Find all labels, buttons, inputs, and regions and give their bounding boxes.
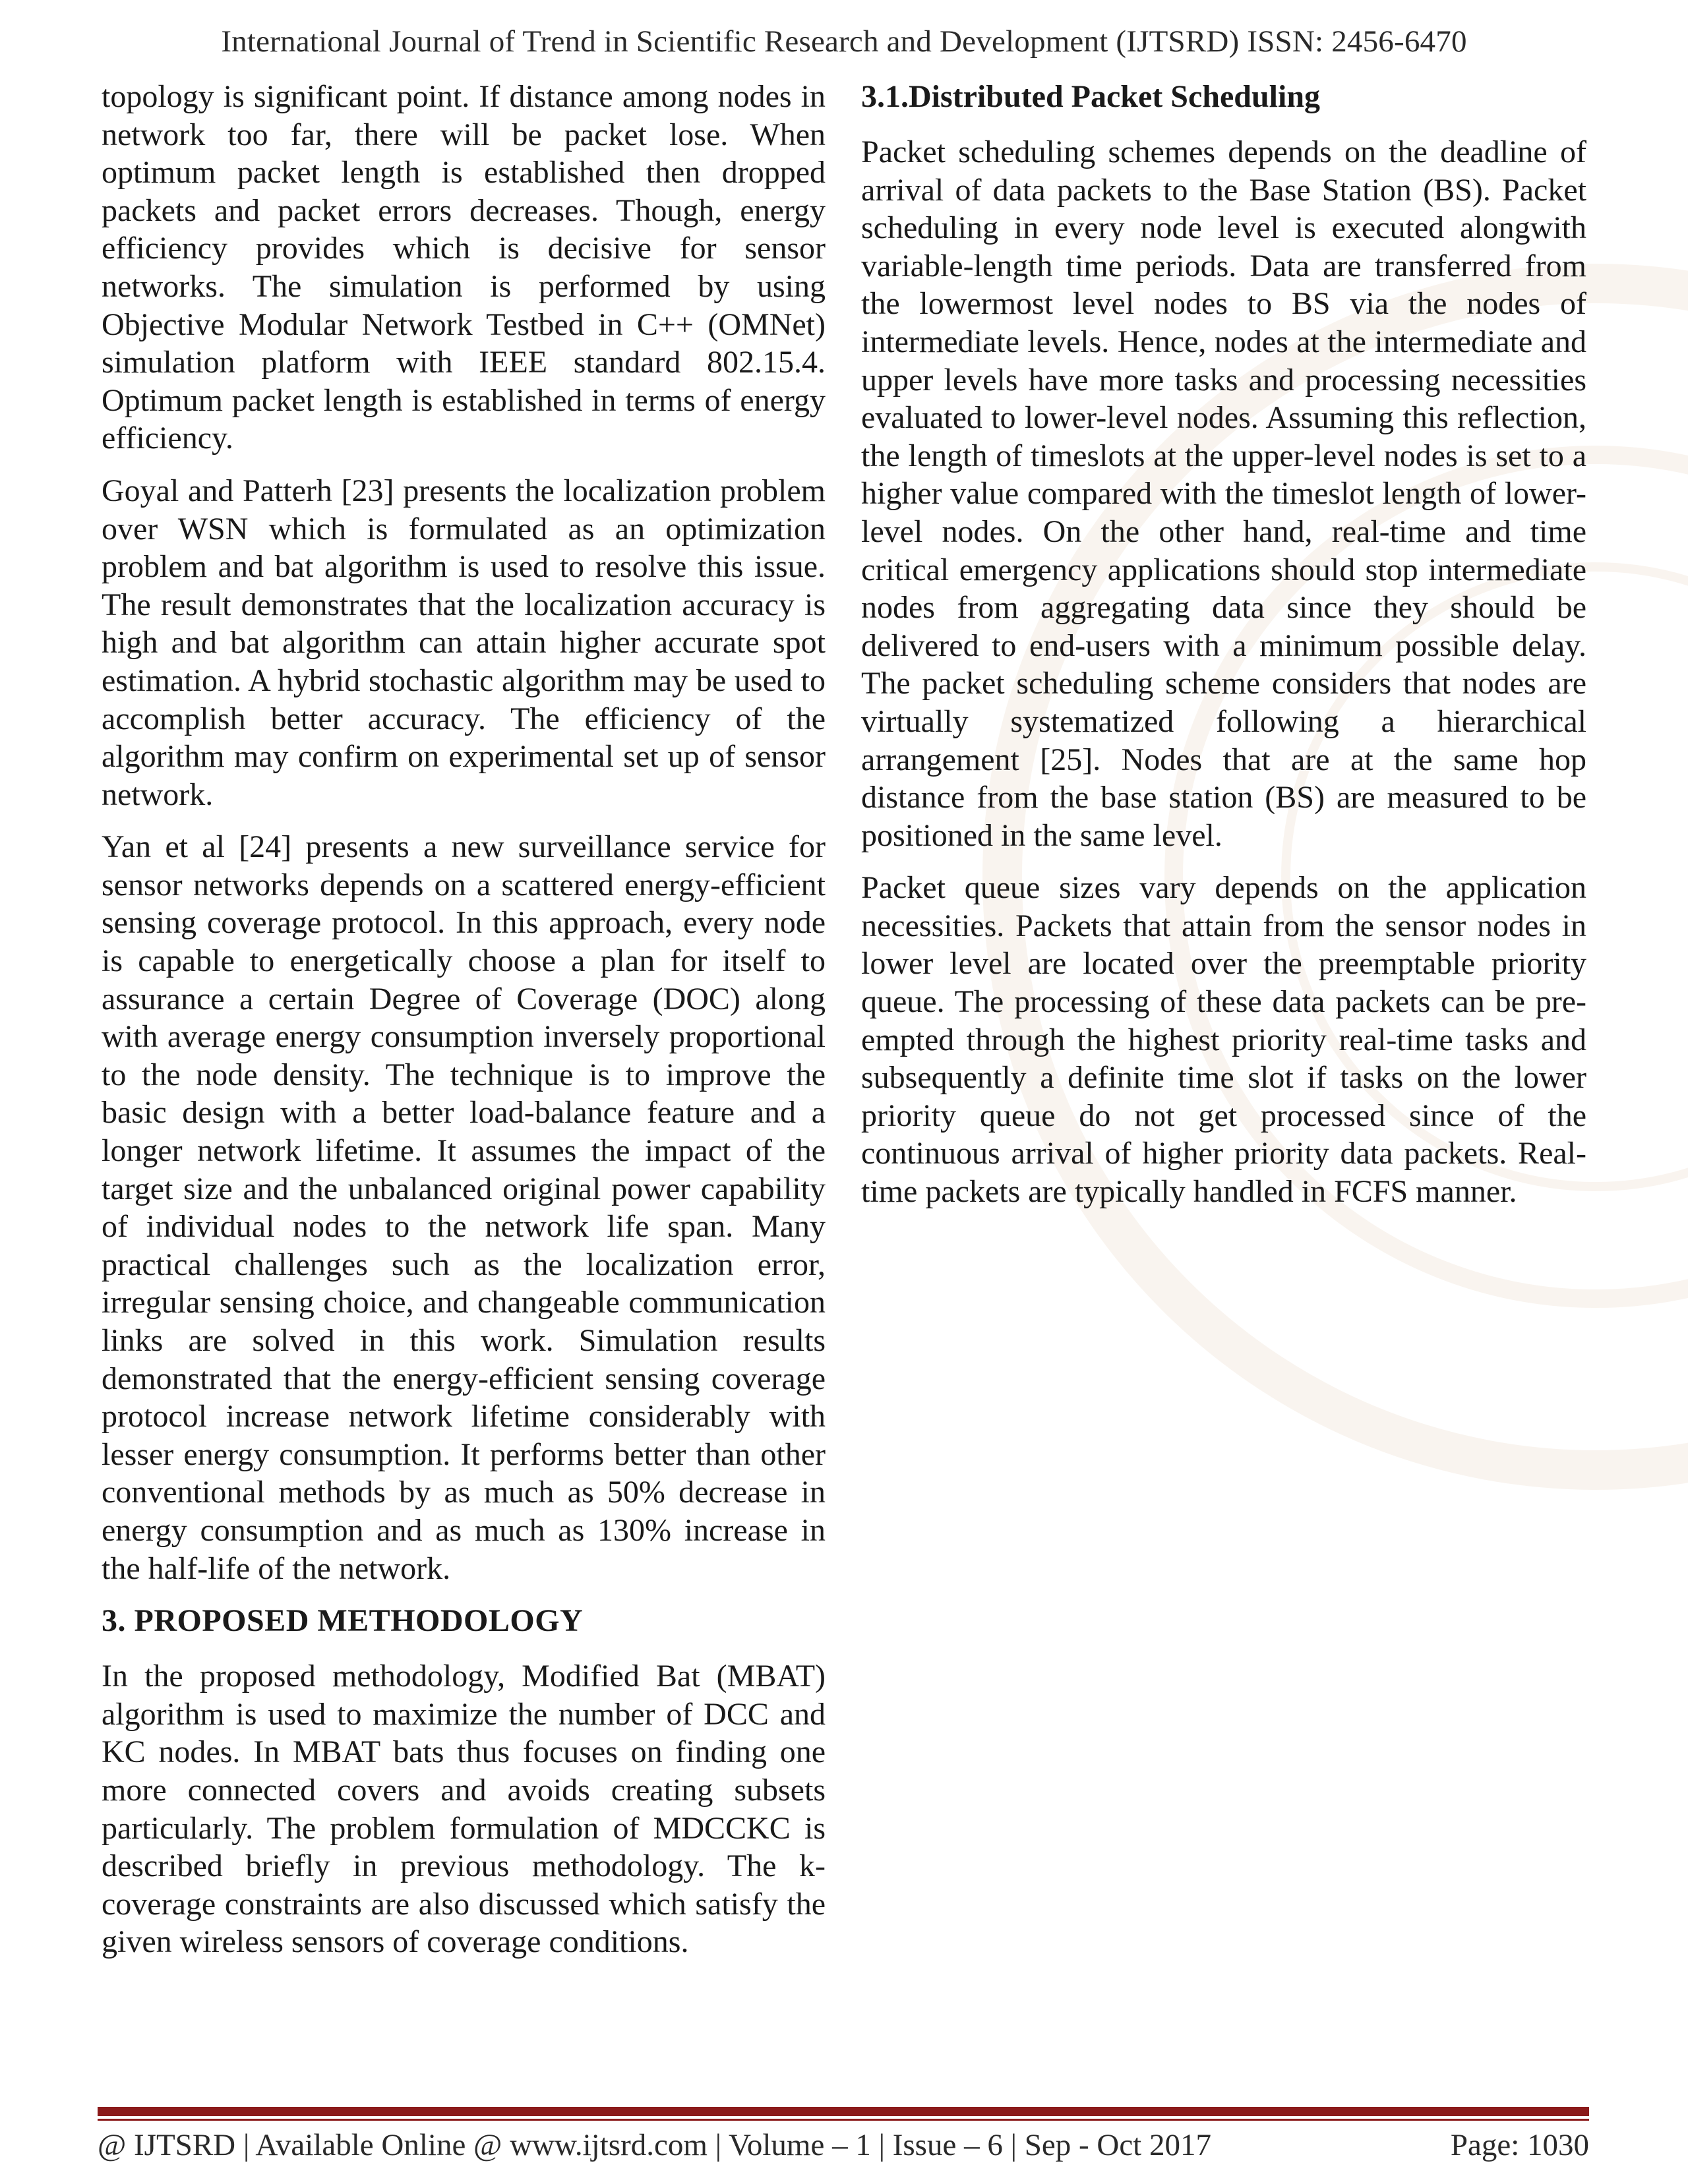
footer-rule-thick	[98, 2107, 1589, 2116]
footer-rule-thin	[98, 2119, 1589, 2121]
right-paragraph-scheduling: Packet scheduling schemes depends on the deadline of arrival of data packets to the Base Station (BS). Packet scheduling in every node level is executed alongwith variable-length time periods. Data are transferred from the lowermost level nodes to BS via the nodes of intermediate levels. Hence, nodes at the intermediate and upper levels have more tasks and processing necessities evaluated to lower-level nodes. Assuming this reflection, the length of timeslots at the upper-level nodes is set to a higher value compared with the timeslot length of lower-level nodes. On the other hand, real-time and time critical emergency applications should stop intermediate nodes from aggregating data since they should be delivered to end-users with a minimum possible delay. The packet scheduling scheme considers that nodes are virtually systematized following a hierarchical arrangement [25]. Nodes that are at the same hop distance from the base station (BS) are measured to be positioned in the same level.	[861, 134, 1586, 853]
page-number: Page: 1030	[1450, 2128, 1589, 2162]
right-column	[861, 78, 1586, 1225]
left-paragraph-yan: Yan et al [24] presents a new surveillance service for sensor networks depends on a scattered energy-efficient sensing coverage protocol. In this approach, every node is capable to energetically choose a plan for itself to assurance a certain Degree of Coverage (DOC) along with average energy consumption inversely proportional to the node density. The technique is to improve the basic design with a better load-balance feature and a longer network lifetime. It assumes the impact of the target size and the unbalanced original power capability of individual nodes to the network life span. Many practical challenges such as the localization error, irregular sensing choice, and changeable communication links are solved in this work. Simulation results demonstrated that the energy-efficient sensing coverage protocol increase network lifetime considerably with lesser energy consumption. It performs better than other conventional methods by as much as 50% decrease in energy consumption and as much as 130% increase in the half-life of the network.	[102, 829, 826, 1586]
left-paragraph-goyal: Goyal and Patterh [23] presents the localization problem over WSN which is formulated as an optimization problem and bat algorithm is used to resolve this issue. The result demonstrates that the localization accuracy is high and bat algorithm can attain higher accurate spot estimation. A hybrid stochastic algorithm may be used to accomplish better accuracy. The efficiency of the algorithm may confirm on experimental set up of sensor network.	[102, 473, 826, 812]
left-column	[102, 78, 826, 1976]
section-heading-proposed-methodology: 3. PROPOSED METHODOLOGY	[102, 1603, 584, 1639]
footer-citation: @ IJTSRD | Available Online @ www.ijtsrd.com | Volume – 1 | Issue – 6 | Sep - Oct 2017	[98, 2128, 1211, 2162]
page-footer	[98, 2124, 1589, 2166]
subsection-heading-packet-scheduling: 3.1.Distributed Packet Scheduling	[861, 79, 1321, 114]
left-paragraph-mbat: In the proposed methodology, Modified Bat (MBAT) algorithm is used to maximize the number of DCC and KC nodes. In MBAT bats thus focuses on finding one more connected covers and avoids creating subsets particularly. The problem formulation of MDCCKC is described briefly in previous methodology. The k-coverage constraints are also discussed which satisfy the given wireless sensors of coverage conditions.	[102, 1659, 826, 1960]
left-paragraph-topology: topology is significant point. If distance among nodes in network too far, there will be packet lose. When optimum packet length is established then dropped packets and packet errors decreases. Though, energy efficiency provides which is decisive for sensor networks. The simulation is performed by using Objective Modular Network Testbed in C++ (OMNet) simulation platform with IEEE standard 802.15.4. Optimum packet length is established in terms of energy efficiency.	[102, 79, 826, 456]
running-header: International Journal of Trend in Scientific Research and Development (IJTSRD) ISSN: 2456-6470	[221, 24, 1467, 59]
right-paragraph-queue: Packet queue sizes vary depends on the application necessities. Packets that attain from the sensor nodes in lower level are located over the preemptable priority queue. The processing of these data packets can be pre-empted through the highest priority real-time tasks and subsequently a definite time slot if tasks on the lower priority queue do not get processed since of the continuous arrival of higher priority data packets. Real-time packets are typically handled in FCFS manner.	[861, 870, 1586, 1210]
